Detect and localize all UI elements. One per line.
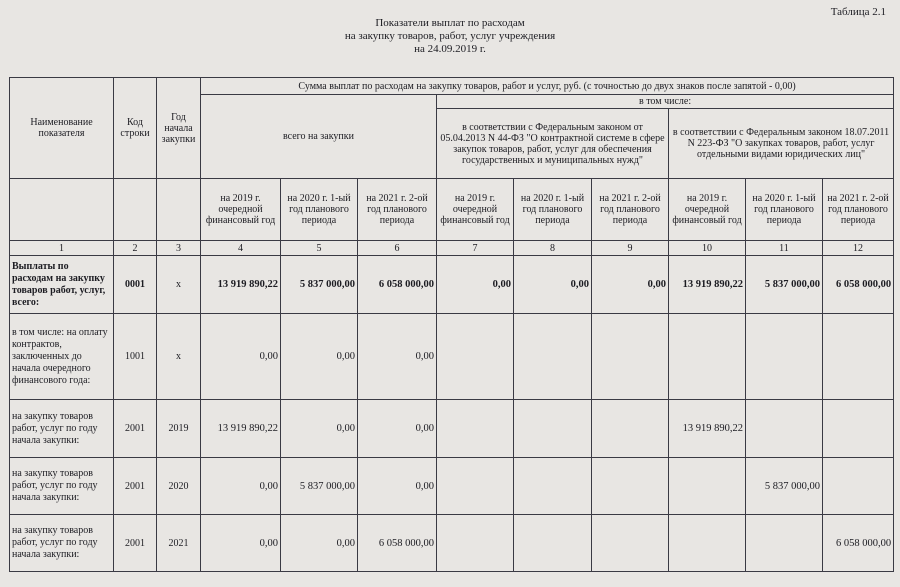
period-2021-total: на 2021 г. 2-ой год планового периода: [358, 179, 437, 241]
value-cell: 13 919 890,22: [669, 400, 746, 458]
value-cell: [514, 515, 592, 572]
value-cell: [669, 515, 746, 572]
header-total-group: всего на закупки: [201, 95, 437, 179]
table-row: [10, 314, 894, 400]
value-cell: 0,00: [281, 314, 358, 400]
period-2019-law44: на 2019 г. очередной финансовый год: [437, 179, 514, 241]
col-number: 8: [514, 241, 592, 256]
value-cell: 0,00: [592, 256, 669, 314]
period-2020-total: на 2020 г. 1-ый год планового периода: [281, 179, 358, 241]
value-cell: 5 837 000,00: [281, 458, 358, 515]
value-cell: 13 919 890,22: [201, 400, 281, 458]
value-cell: [823, 400, 894, 458]
value-cell: [592, 314, 669, 400]
row-year: 2021: [157, 515, 201, 572]
value-cell: [592, 458, 669, 515]
table-row: [10, 515, 894, 572]
col-number: 9: [592, 241, 669, 256]
row-name: на закупку товаров работ, услуг по году начала закупки:: [10, 515, 114, 572]
period-header-row: [10, 179, 894, 241]
row-code: 2001: [114, 515, 157, 572]
header-including: в том числе:: [437, 95, 894, 109]
col-number: 4: [201, 241, 281, 256]
value-cell: [437, 400, 514, 458]
row-code: 1001: [114, 314, 157, 400]
payments-table: [9, 77, 894, 572]
value-cell: 0,00: [358, 458, 437, 515]
value-cell: [823, 458, 894, 515]
period-2019-total: на 2019 г. очередной финансовый год: [201, 179, 281, 241]
value-cell: 0,00: [281, 515, 358, 572]
value-cell: [437, 515, 514, 572]
value-cell: 0,00: [201, 314, 281, 400]
value-cell: [669, 458, 746, 515]
value-cell: 0,00: [437, 256, 514, 314]
value-cell: 0,00: [358, 400, 437, 458]
header-name-cont: [10, 179, 114, 241]
table-row: [10, 458, 894, 515]
row-name: в том числе: на оплату контрактов, заключенных до начала очередного финансового года:: [10, 314, 114, 400]
value-cell: 6 058 000,00: [823, 515, 894, 572]
value-cell: [823, 314, 894, 400]
table-row: [10, 256, 894, 314]
row-year: 2020: [157, 458, 201, 515]
row-code: 0001: [114, 256, 157, 314]
header-law-223: в соответствии с Федеральным законом 18.07.2011 N 223-ФЗ "О закупках товаров, работ, услуг отдельными видами юридических лиц": [669, 109, 894, 179]
col-number: 5: [281, 241, 358, 256]
title-line-3: на 24.09.2019 г.: [414, 43, 486, 55]
value-cell: [514, 458, 592, 515]
col-number: 10: [669, 241, 746, 256]
header-year-cont: [157, 179, 201, 241]
value-cell: 5 837 000,00: [281, 256, 358, 314]
header-name: Наименование показателя: [10, 78, 114, 179]
col-number: 3: [157, 241, 201, 256]
value-cell: 5 837 000,00: [746, 458, 823, 515]
title-line-2: на закупку товаров, работ, услуг учреждения: [344, 30, 556, 42]
value-cell: 0,00: [514, 256, 592, 314]
value-cell: 0,00: [201, 515, 281, 572]
value-cell: 0,00: [201, 458, 281, 515]
col-number: 2: [114, 241, 157, 256]
table-row: [10, 400, 894, 458]
row-year: 2019: [157, 400, 201, 458]
value-cell: [592, 400, 669, 458]
value-cell: 13 919 890,22: [201, 256, 281, 314]
value-cell: [592, 515, 669, 572]
value-cell: 6 058 000,00: [358, 256, 437, 314]
value-cell: 6 058 000,00: [358, 515, 437, 572]
value-cell: 6 058 000,00: [823, 256, 894, 314]
header-code: Код строки: [114, 78, 157, 179]
value-cell: 13 919 890,22: [669, 256, 746, 314]
value-cell: 5 837 000,00: [746, 256, 823, 314]
value-cell: 0,00: [281, 400, 358, 458]
col-number: 11: [746, 241, 823, 256]
document-title: [0, 17, 900, 56]
value-cell: [669, 314, 746, 400]
header-sum-group: Сумма выплат по расходам на закупку товаров, работ и услуг, руб. (с точностью до двух знаков после запятой - 0,00): [201, 78, 894, 95]
row-code: 2001: [114, 400, 157, 458]
col-number: 1: [10, 241, 114, 256]
value-cell: [514, 400, 592, 458]
table-number-label: Таблица 2.1: [830, 6, 886, 18]
header-year: Год начала закупки: [157, 78, 201, 179]
value-cell: 0,00: [358, 314, 437, 400]
value-cell: [514, 314, 592, 400]
title-line-1: Показатели выплат по расходам: [375, 17, 525, 29]
value-cell: [746, 314, 823, 400]
row-name: на закупку товаров работ, услуг по году начала закупки:: [10, 400, 114, 458]
row-code: 2001: [114, 458, 157, 515]
col-number: 12: [823, 241, 894, 256]
period-2021-law223: на 2021 г. 2-ой год планового периода: [823, 179, 894, 241]
header-law-44: в соответствии с Федеральным законом от 05.04.2013 N 44-ФЗ "О контрактной системе в сфере закупок товаров, работ, услуг для обеспечения государственных и муниципальных нужд": [437, 109, 669, 179]
value-cell: [746, 515, 823, 572]
period-2020-law223: на 2020 г. 1-ый год планового периода: [746, 179, 823, 241]
period-2019-law223: на 2019 г. очередной финансовый год: [669, 179, 746, 241]
row-name: Выплаты по расходам на закупку товаров работ, услуг, всего:: [10, 256, 114, 314]
period-2020-law44: на 2020 г. 1-ый год планового периода: [514, 179, 592, 241]
period-2021-law44: на 2021 г. 2-ой год планового периода: [592, 179, 669, 241]
value-cell: [437, 458, 514, 515]
value-cell: [437, 314, 514, 400]
row-year: x: [157, 256, 201, 314]
column-number-row: [10, 241, 894, 256]
value-cell: [746, 400, 823, 458]
row-year: x: [157, 314, 201, 400]
col-number: 6: [358, 241, 437, 256]
col-number: 7: [437, 241, 514, 256]
header-code-cont: [114, 179, 157, 241]
row-name: на закупку товаров работ, услуг по году начала закупки:: [10, 458, 114, 515]
